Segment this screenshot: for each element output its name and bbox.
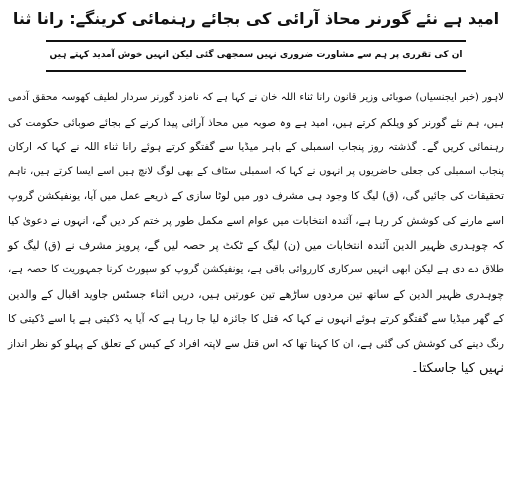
headline: امید ہے نئے گورنر محاذ آرائی کی بجائے رہنمائی کرینگے: رانا ثنا — [12, 9, 500, 28]
body-line: اسے مارنے کی کوشش کر رہا ہے، آئندہ انتخابات میں عوام اسے مکمل طور پر ختم کر دیں گے، انہوں نے دعویٰ کیا — [8, 214, 504, 227]
body-line: تحقیقات کی جائیں گی، (ق) لیگ کا وجود ہی مشرف دور میں لوٹا سازی کے ذریعے عمل میں آیا، یونفیکشن گروپ — [8, 190, 504, 203]
subheadline-box — [46, 40, 466, 72]
body-line: لاہور (خبر ایجنسیاں) صوبائی وزیر قانون رانا ثناء اللہ خان نے کہا ہے کہ نامزد گورنر سردار لطیف کھوسہ محقق آدمی — [8, 92, 504, 103]
body-line: رہنمائی کریں گے۔ گذشتہ روز پنجاب اسمبلی کے باہر میڈیا سے گفتگو کرتے ہوئے رانا ثناء اللہ نے کہا کہ ارکان — [8, 141, 504, 154]
body-line: ہیں، ہم نئے گورنر کو ویلکم کرتے ہیں، امید ہے وہ صوبہ میں محاذ آرائی پیدا کرنے کے بجائے صوبائی حکومت کی — [8, 116, 504, 129]
body-line: چوہدری ظہیر الدین کے ساتھ تین مردوں ساڑھے تین عورتیں ہیں، دریں اثناء جسٹس جاوید اقبال کے والدین — [8, 287, 504, 301]
subheadline-line: ان کی تقرری پر ہم سے مشاورت ضروری نہیں سمجھی گئی لیکن انہیں خوش آمدید کہتے ہیں — [49, 50, 463, 60]
body-line: پنجاب اسمبلی کی جعلی حاضریوں پر انہوں نے کہا کہ اسمبلی سٹاف کے بھی لوگ لانچ ہیں اسے ایسا کرتے ہیں، تاہم — [8, 165, 504, 177]
article-body — [8, 86, 504, 381]
body-line: نہیں کیا جاسکتا۔ — [411, 360, 504, 376]
body-line: کے گھر میڈیا سے گفتگو کرتے ہوئے انہوں نے کہا کہ قتل کا جائزہ لیا جا رہا ہے کہ آیا یہ ڈکیتی ہے یا اسے ڈکیتی کا — [8, 313, 504, 326]
body-line: طلاق دے دی ہے لیکن ابھی انہیں سرکاری کارروائی باقی ہے، یونفیکشن گروپ کو سپورٹ کرنا جمہوریت کا حصہ ہے، — [8, 264, 504, 276]
body-line: رنگ دینے کی کوشش کی گئی ہے، ان کا کہنا تھا کہ اس قتل سے لاپتہ افراد کے کیس کے تعلق کے پہلو کو نظر انداز — [8, 337, 504, 350]
body-line: کہ چوہدری ظہیر الدین آئندہ انتخابات میں (ن) لیگ کے ٹکٹ پر حصہ لیں گے، پرویز مشرف نے (ق) لیگ کو — [8, 238, 504, 252]
